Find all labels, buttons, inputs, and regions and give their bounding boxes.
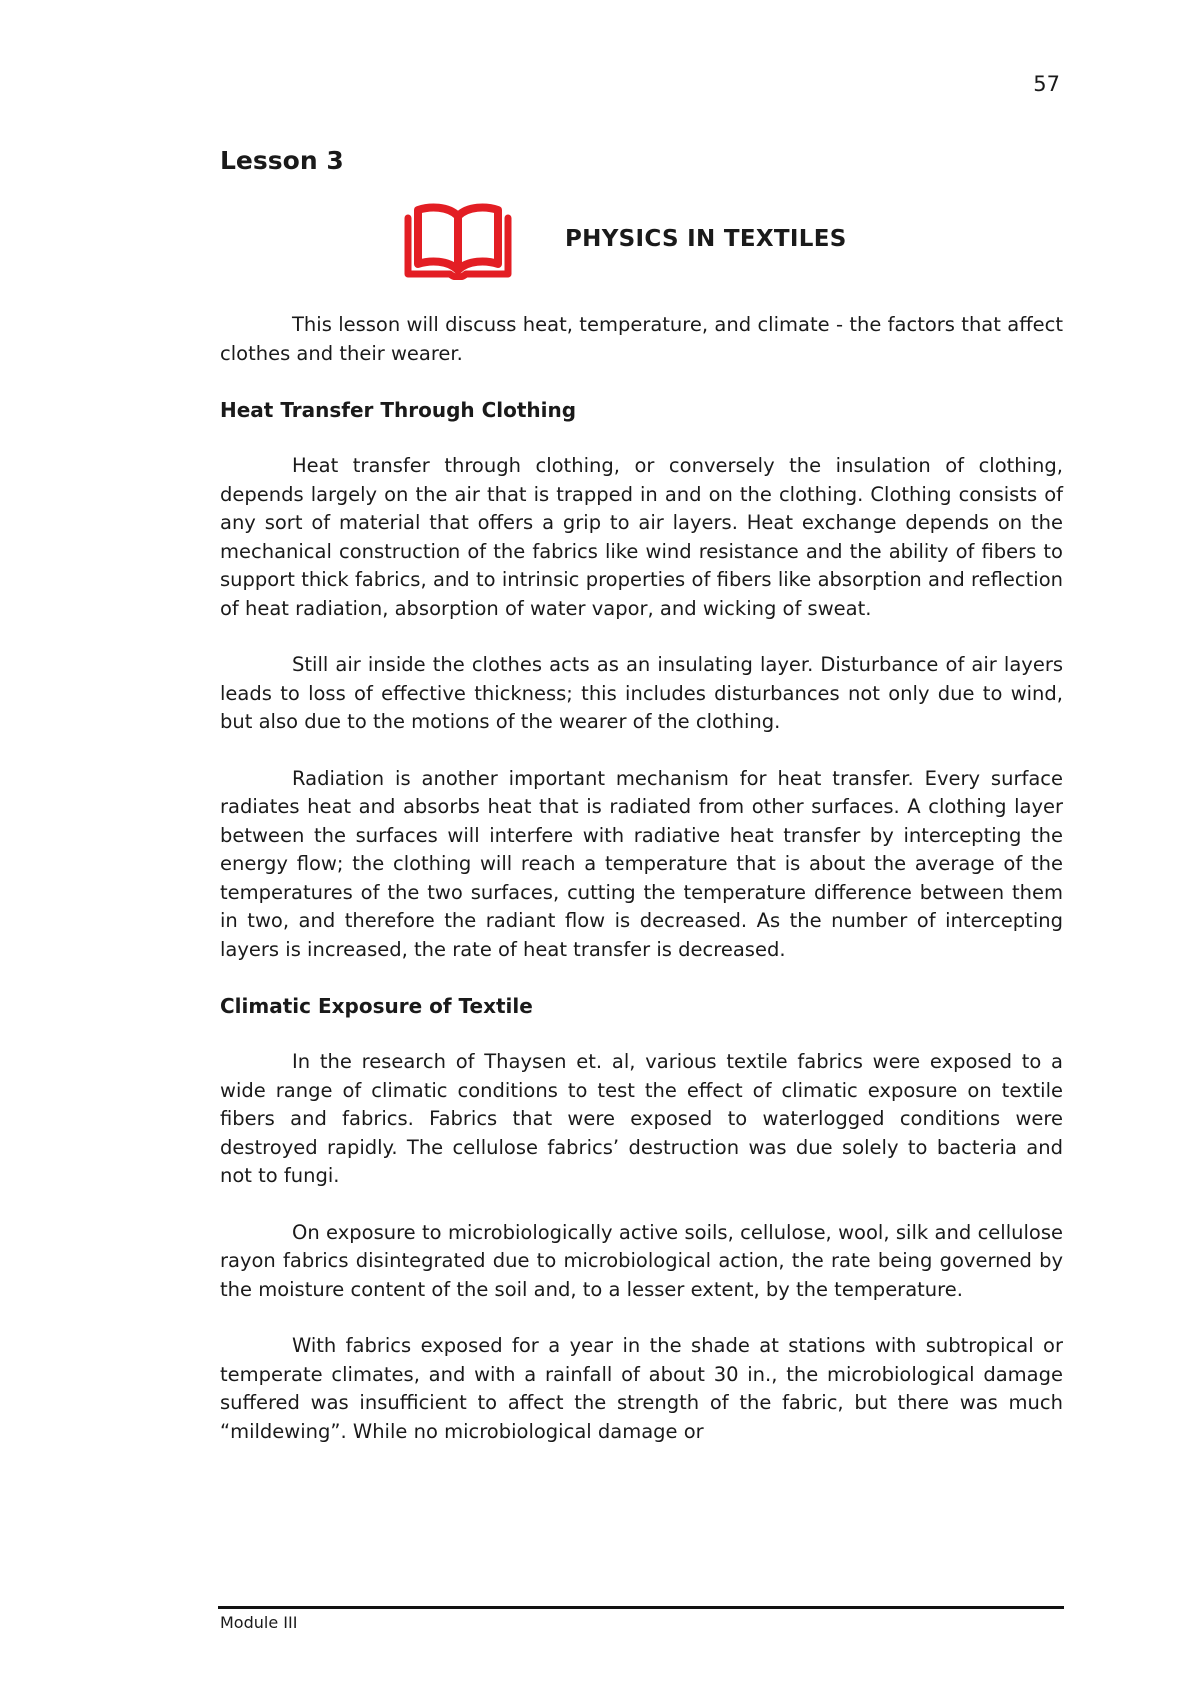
footer-module-label: Module III <box>220 1613 298 1632</box>
paragraph: Still air inside the clothes acts as an insulating layer. Disturbance of air layers leads to loss of effective thickness; this includes disturbances not only due to wind, but also due to the motions of the wearer of the clothing. <box>220 653 1063 733</box>
paragraph: Heat transfer through clothing, or conversely the insulation of clothing, depends largely on the air that is trapped in and on the clothing. Clothing consists of any sort of material that offers a grip to air layers. Heat exchange depends on the mechanical construction of the fabrics like wind resistance and the ability of fibers to support thick fabrics, and to intrinsic properties of fibers like absorption and reflection of heat radiation, absorption of water vapor, and wicking of sweat. <box>220 454 1063 620</box>
lesson-body <box>220 311 1063 1474</box>
open-book-icon <box>404 200 512 280</box>
section-heading-heat-transfer: Heat Transfer Through Clothing <box>220 398 577 422</box>
paragraph: Radiation is another important mechanism for heat transfer. Every surface radiates heat and absorbs heat that is radiated from other surfaces. A clothing layer between the surfaces will interfere with radiative heat transfer by intercepting the energy flow; the clothing will reach a temperature that is about the average of the temperatures of the two surfaces, cutting the temperature difference between them in two, and therefore the radiant flow is decreased. As the number of intercepting layers is increased, the rate of heat transfer is decreased. <box>220 766 1063 961</box>
intro-paragraph: This lesson will discuss heat, temperature, and climate - the factors that affect clothes and their wearer. <box>220 313 1063 365</box>
paragraph: With fabrics exposed for a year in the shade at stations with subtropical or temperate climates, and with a rainfall of about 30 in., the microbiological damage suffered was insufficient to affect the strength of the fabric, but there was much “mildewing”. While no microbiological damage or <box>220 1334 1063 1443</box>
footer-divider <box>218 1606 1064 1609</box>
book-left-page <box>418 208 458 270</box>
paragraph: In the research of Thaysen et. al, various textile fabrics were exposed to a wide range of climatic conditions to test the effect of climatic exposure on textile fibers and fabrics. Fabrics that were exposed to waterlogged conditions were destroyed rapidly. The cellulose fabrics’ destruction was due solely to bacteria and not to fungi. <box>220 1050 1063 1187</box>
page-number: 57 <box>1033 72 1060 96</box>
book-right-page <box>458 208 498 270</box>
lesson-title: PHYSICS IN TEXTILES <box>565 226 847 252</box>
paragraph: On exposure to microbiologically active soils, cellulose, wool, silk and cellulose rayon fabrics disintegrated due to microbiological action, the rate being governed by the moisture content of the soil and, to a lesser extent, by the temperature. <box>220 1220 1063 1301</box>
lesson-label: Lesson 3 <box>220 146 344 175</box>
section-heading-climatic-exposure: Climatic Exposure of Textile <box>220 994 533 1018</box>
